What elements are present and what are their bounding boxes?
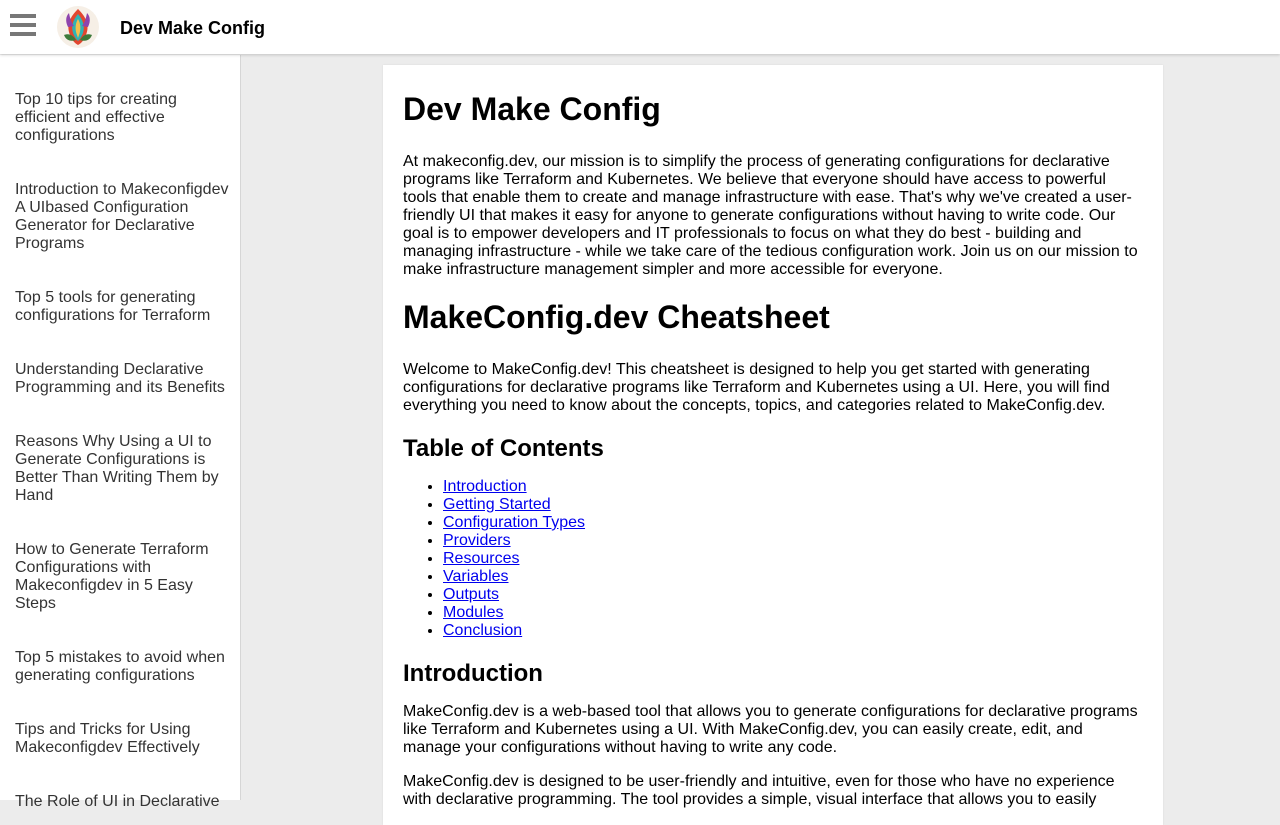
toc-link-variables[interactable]: Variables — [443, 568, 509, 585]
sidebar-item-role-of-ui[interactable]: The Role of UI in Declarative — [15, 793, 220, 810]
toc-link-resources[interactable]: Resources — [443, 550, 520, 567]
toc-item — [443, 586, 1143, 604]
page-title: Dev Make Config — [403, 91, 661, 127]
toc-link-modules[interactable]: Modules — [443, 604, 504, 621]
sidebar-item-top-10-tips[interactable]: Top 10 tips for creating efficient and effective configurations — [15, 91, 177, 144]
cheatsheet-heading: MakeConfig.dev Cheatsheet — [403, 299, 830, 335]
hamburger-menu-icon[interactable] — [10, 14, 38, 42]
toc-item — [443, 532, 1143, 550]
sidebar-item-introduction-makeconfigdev[interactable]: Introduction to Makeconfigdev A UIbased Configuration Generator for Declarative Programs — [15, 181, 229, 252]
toc-link-conclusion[interactable]: Conclusion — [443, 622, 523, 639]
toc-item — [443, 622, 1143, 640]
sidebar-nav — [0, 55, 241, 810]
toc-link-configuration-types[interactable]: Configuration Types — [443, 514, 586, 531]
sidebar-item-terraform-5-steps[interactable]: How to Generate Terraform Configurations with Makeconfigdev in 5 Easy Steps — [15, 541, 209, 612]
flame-leaf-logo-icon[interactable] — [56, 5, 100, 49]
top-header — [0, 0, 1280, 54]
sidebar-list — [0, 55, 240, 811]
toc-link-getting-started[interactable]: Getting Started — [443, 496, 551, 513]
sidebar-item-top-5-tools[interactable]: Top 5 tools for generating configurations for Terraform — [15, 289, 211, 324]
toc-item — [443, 496, 1143, 514]
sidebar-item-top-5-mistakes[interactable]: Top 5 mistakes to avoid when generating configurations — [15, 649, 225, 684]
sidebar-item-ui-reasons[interactable]: Reasons Why Using a UI to Generate Configurations is Better Than Writing Them by Hand — [15, 433, 219, 504]
toc-item — [443, 478, 1143, 496]
table-of-contents — [403, 478, 1143, 640]
site-title-link[interactable]: Dev Make Config — [120, 18, 266, 38]
introduction-paragraph-1: MakeConfig.dev is a web-based tool that allows you to generate configurations for declarative programs like Terraform and Kubernetes using a UI. With MakeConfig.dev, you can easily create, edit, and manage your configurations without having to write any code. — [403, 703, 1138, 756]
toc-item — [443, 568, 1143, 586]
main-content-card — [383, 65, 1163, 825]
sidebar-item-tips-and-tricks[interactable]: Tips and Tricks for Using Makeconfigdev Effectively — [15, 721, 200, 756]
toc-link-providers[interactable]: Providers — [443, 532, 511, 549]
cheatsheet-intro-paragraph: Welcome to MakeConfig.dev! This cheatsheet is designed to help you get started with generating configurations for declarative programs like Terraform and Kubernetes using a UI. Here, you will find everything you need to know about the concepts, topics, and categories related to MakeConfig.dev. — [403, 361, 1110, 414]
toc-link-outputs[interactable]: Outputs — [443, 586, 500, 603]
mission-paragraph: At makeconfig.dev, our mission is to simplify the process of generating configurations for declarative programs like Terraform and Kubernetes. We believe that everyone should have access to powerful tools that enable them to create and manage infrastructure with ease. That's why we've created a user-friendly UI that makes it easy for anyone to generate configurations without having to write code. Our goal is to empower developers and IT professionals to focus on what they do best - building and managing infrastructure - while we take care of the tedious configuration work. Join us on our mission to make infrastructure management simpler and more accessible for everyone. — [403, 153, 1138, 278]
sidebar-item-declarative-programming[interactable]: Understanding Declarative Programming and its Benefits — [15, 361, 225, 396]
toc-link-introduction[interactable]: Introduction — [443, 478, 527, 495]
toc-heading: Table of Contents — [403, 435, 604, 462]
introduction-heading: Introduction — [403, 660, 543, 687]
introduction-paragraph-2: MakeConfig.dev is designed to be user-friendly and intuitive, even for those who have no experience with declarative programming. The tool provides a simple, visual interface that allows you to easily — [403, 773, 1115, 808]
toc-item — [443, 514, 1143, 532]
toc-item — [443, 604, 1143, 622]
toc-item — [443, 550, 1143, 568]
